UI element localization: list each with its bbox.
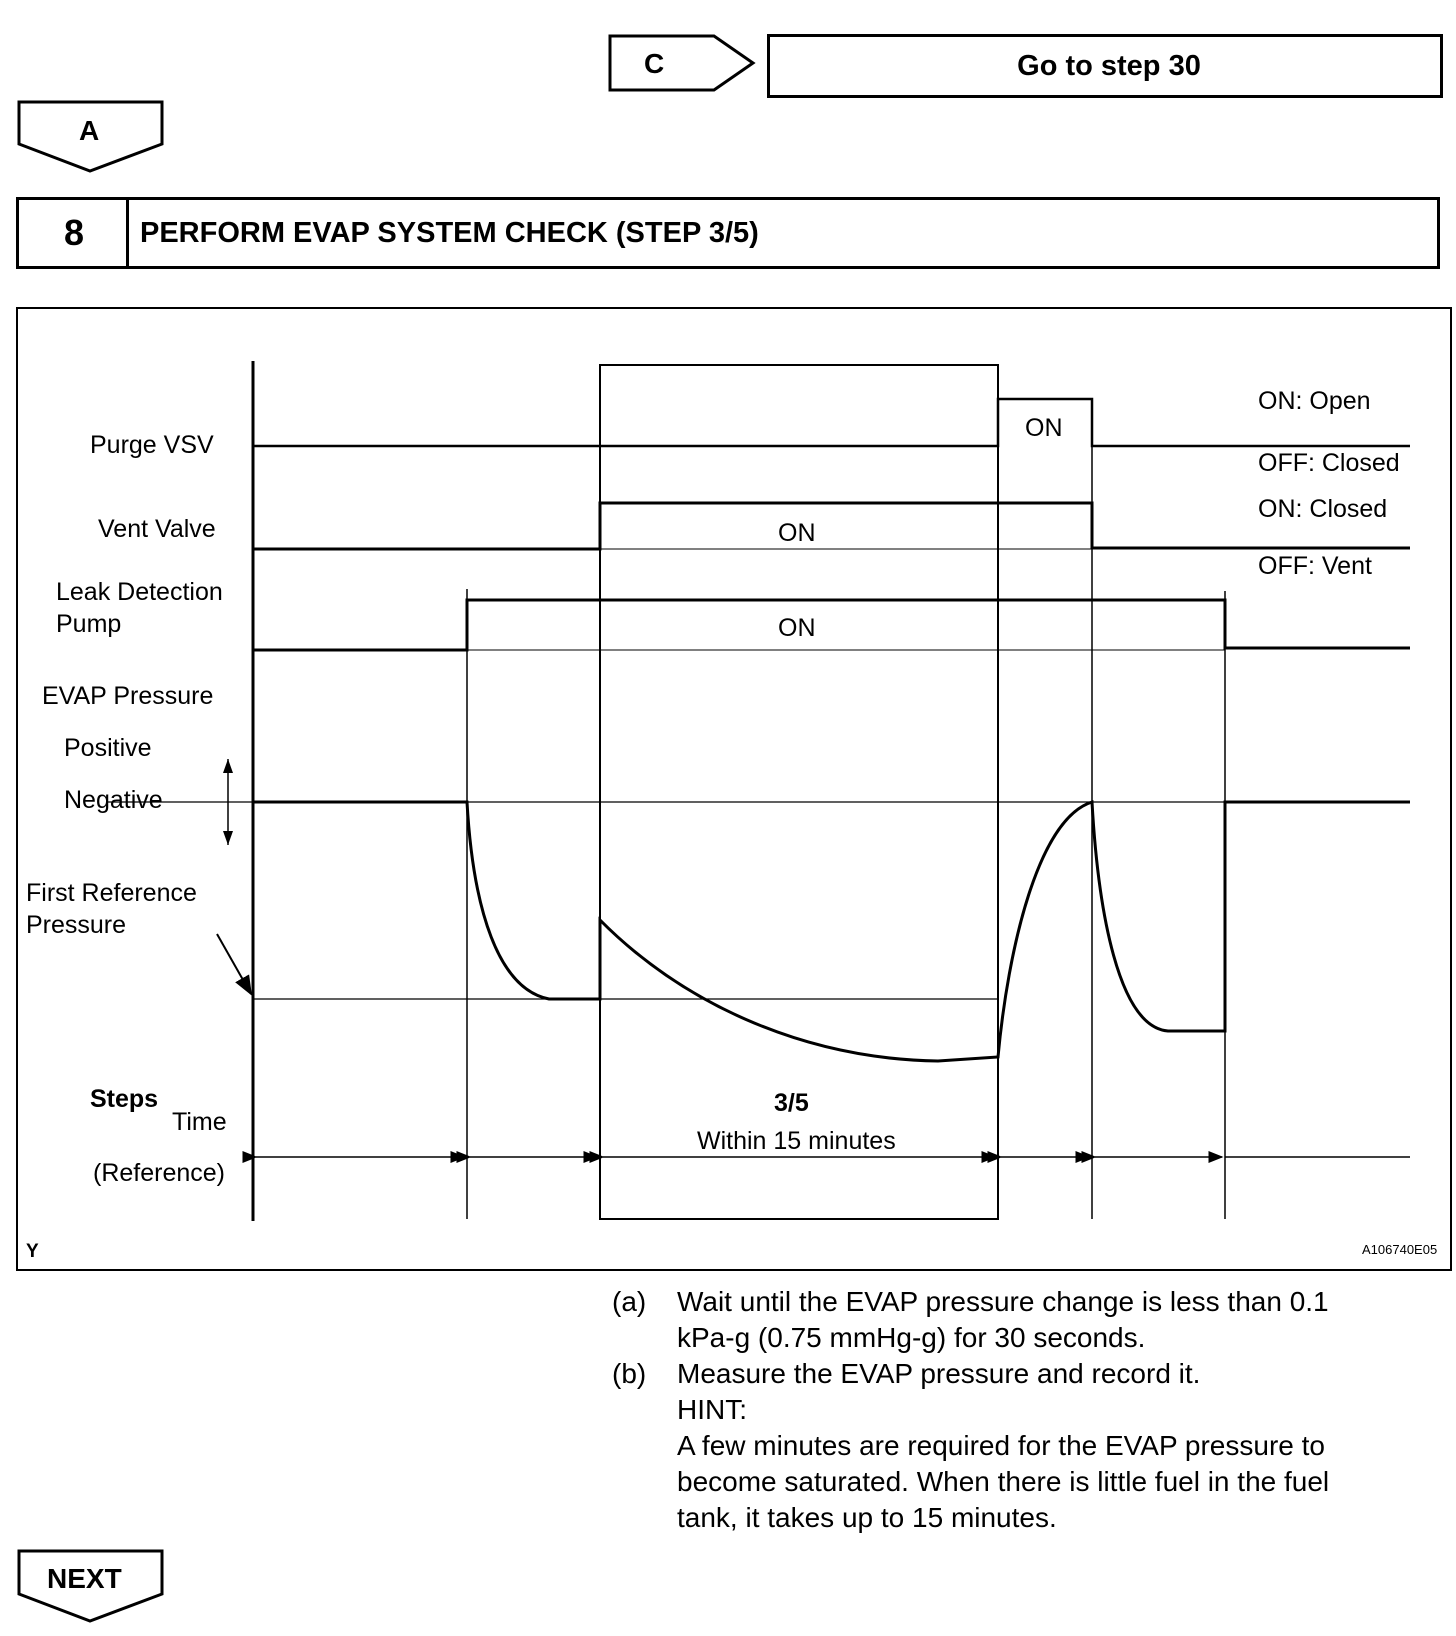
instruction-a-line2: kPa-g (0.75 mmHg-g) for 30 seconds. bbox=[677, 1322, 1146, 1353]
c-tag-label: C bbox=[644, 48, 665, 79]
hint-line2: become saturated. When there is little fuel in the fuel bbox=[677, 1466, 1330, 1497]
label-on-closed: ON: Closed bbox=[1258, 495, 1388, 523]
label-leak-detection: Leak Detection bbox=[56, 578, 223, 606]
label-vent-valve: Vent Valve bbox=[98, 515, 216, 543]
label-negative: Negative bbox=[64, 786, 163, 814]
label-leak-pump: Pump bbox=[56, 610, 122, 638]
label-pump-on: ON bbox=[778, 614, 816, 642]
hint-label: HINT: bbox=[677, 1394, 747, 1425]
label-steps: Steps bbox=[90, 1085, 159, 1113]
next-tag-label: NEXT bbox=[47, 1563, 122, 1594]
evap-pressure-curve bbox=[253, 802, 1410, 1061]
timing-diagram-svg bbox=[18, 309, 1450, 1269]
label-first-reference-2: Pressure bbox=[26, 911, 127, 939]
label-time: Time bbox=[172, 1108, 227, 1136]
hint-line3: tank, it takes up to 15 minutes. bbox=[677, 1502, 1057, 1533]
hint-line1: A few minutes are required for the EVAP pressure to bbox=[677, 1430, 1325, 1461]
label-figure-id: A106740E05 bbox=[1362, 1242, 1438, 1257]
label-corner-y: Y bbox=[26, 1241, 39, 1262]
first-reference-pointer bbox=[217, 934, 251, 994]
label-off-vent: OFF: Vent bbox=[1258, 552, 1372, 580]
label-step-3-5: 3/5 bbox=[774, 1089, 809, 1117]
label-off-closed: OFF: Closed bbox=[1258, 449, 1400, 477]
label-evap-pressure: EVAP Pressure bbox=[42, 682, 214, 710]
label-vent-on: ON bbox=[778, 519, 816, 547]
instruction-a-line1: Wait until the EVAP pressure change is less than 0.1 bbox=[677, 1286, 1329, 1317]
purge-vsv-signal bbox=[253, 399, 1410, 446]
step-number: 8 bbox=[63, 212, 85, 253]
vent-valve-signal bbox=[253, 503, 1410, 549]
label-first-reference: First Reference bbox=[26, 879, 197, 907]
timing-diagram bbox=[16, 307, 1452, 1271]
instruction-a-marker: (a) bbox=[612, 1286, 647, 1317]
leak-pump-signal bbox=[253, 600, 1410, 650]
a-tag[interactable] bbox=[17, 100, 165, 174]
next-tag[interactable] bbox=[17, 1549, 165, 1625]
c-tag[interactable] bbox=[608, 34, 758, 92]
label-purge-on: ON bbox=[1025, 414, 1063, 442]
goto-text: Go to step 30 bbox=[1017, 49, 1201, 82]
instruction-b-marker: (b) bbox=[612, 1358, 647, 1389]
label-within-15: Within 15 minutes bbox=[697, 1127, 896, 1155]
label-purge-vsv: Purge VSV bbox=[90, 431, 214, 459]
label-on-open: ON: Open bbox=[1258, 387, 1371, 415]
label-positive: Positive bbox=[64, 734, 152, 762]
step-title: PERFORM EVAP SYSTEM CHECK (STEP 3/5) bbox=[140, 216, 759, 249]
label-reference: (Reference) bbox=[93, 1159, 225, 1187]
a-tag-label: A bbox=[79, 115, 100, 146]
instruction-b-line1: Measure the EVAP pressure and record it. bbox=[677, 1358, 1201, 1389]
